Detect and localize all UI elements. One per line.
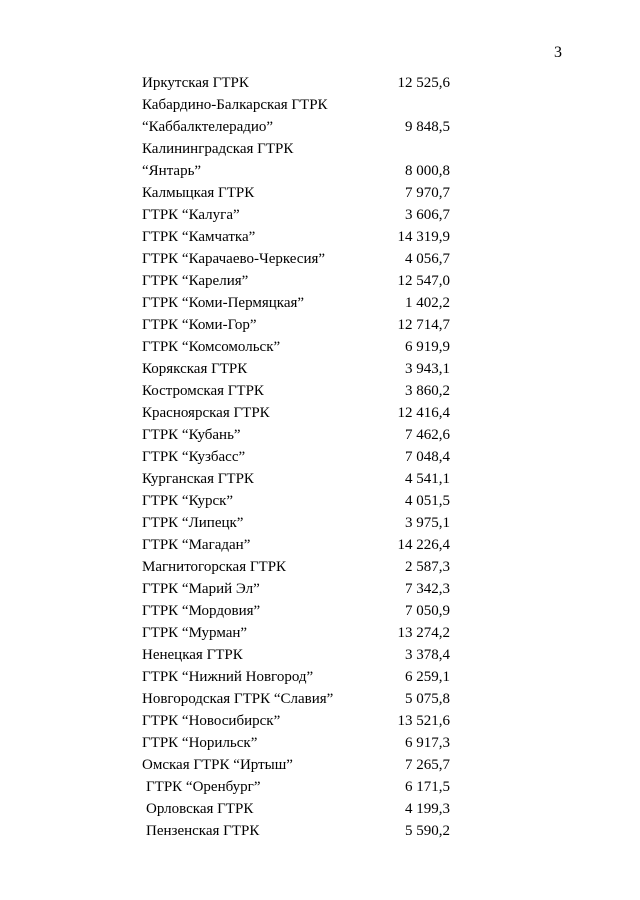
row-value: 5 590,2 [405,823,450,839]
table-row [142,512,462,534]
table-row [142,380,462,402]
table-row [142,314,462,336]
row-value: 3 943,1 [405,361,450,377]
table-row [142,94,462,116]
table-row [142,72,462,94]
table-row [142,160,462,182]
row-name: ГТРК “Карачаево-Черкесия” [142,251,326,267]
table-row [142,292,462,314]
row-name: Пензенская ГТРК [146,823,260,839]
row-value: 7 265,7 [405,757,450,773]
row-value: 7 050,9 [405,603,450,619]
row-value: 2 587,3 [405,559,450,575]
row-value: 13 274,2 [397,625,450,641]
row-value: 3 378,4 [405,647,450,663]
row-name: ГТРК “Коми-Гор” [142,317,257,333]
row-value: 5 075,8 [405,691,450,707]
table-row [142,248,462,270]
row-name: ГТРК “Калуга” [142,207,240,223]
row-name: Ненецкая ГТРК [142,647,243,663]
table-row [142,710,462,732]
row-name: ГТРК “Камчатка” [142,229,256,245]
row-value: 14 226,4 [397,537,450,553]
row-value: 8 000,8 [405,163,450,179]
table-row [142,622,462,644]
table-row [142,820,462,842]
row-name: ГТРК “Марий Эл” [142,581,260,597]
row-value: 7 342,3 [405,581,450,597]
row-name: ГТРК “Мурман” [142,625,248,641]
table-row [142,336,462,358]
row-value: 14 319,9 [397,229,450,245]
row-name: ГТРК “Карелия” [142,273,249,289]
row-name: ГТРК “Магадан” [142,537,251,553]
row-name: “Янтарь” [142,163,202,179]
row-name: ГТРК “Липецк” [142,515,244,531]
table-row [142,116,462,138]
table-row [142,468,462,490]
row-value: 12 547,0 [397,273,450,289]
row-value: 6 917,3 [405,735,450,751]
row-name: ГТРК “Новосибирск” [142,713,281,729]
table-row [142,402,462,424]
row-name: ГТРК “Комсомольск” [142,339,281,355]
table-row [142,182,462,204]
row-value: 12 525,6 [397,75,450,91]
table-row [142,732,462,754]
row-value: 4 051,5 [405,493,450,509]
row-value: 12 714,7 [397,317,450,333]
row-value: 4 199,3 [405,801,450,817]
row-name: Корякская ГТРК [142,361,248,377]
table-row [142,424,462,446]
row-value: 7 048,4 [405,449,450,465]
table-row [142,600,462,622]
budget-table [142,72,462,842]
row-name: Калмыцкая ГТРК [142,185,255,201]
table-row [142,204,462,226]
row-name: “Каббалктелерадио” [142,119,274,135]
row-name: ГТРК “Нижний Новгород” [142,669,314,685]
row-name: Кабардино-Балкарская ГТРК [142,97,328,113]
table-row [142,776,462,798]
table-row [142,534,462,556]
table-row [142,798,462,820]
row-name: Курганская ГТРК [142,471,254,487]
table-row [142,688,462,710]
table-row [142,138,462,160]
row-name: ГТРК “Коми-Пермяцкая” [142,295,305,311]
table-row [142,270,462,292]
row-value: 6 259,1 [405,669,450,685]
row-name: Костромская ГТРК [142,383,264,399]
row-value: 7 970,7 [405,185,450,201]
page-number: 3 [554,44,562,61]
row-value: 3 860,2 [405,383,450,399]
row-name: Магнитогорская ГТРК [142,559,287,575]
row-name: ГТРК “Мордовия” [142,603,261,619]
table-row [142,226,462,248]
row-value: 6 919,9 [405,339,450,355]
row-name: ГТРК “Кузбасс” [142,449,246,465]
row-value: 3 606,7 [405,207,450,223]
table-row [142,578,462,600]
row-value: 1 402,2 [405,295,450,311]
row-name: ГТРК “Норильск” [142,735,258,751]
table-row [142,556,462,578]
row-name: ГТРК “Кубань” [142,427,241,443]
row-value: 4 541,1 [405,471,450,487]
row-value: 6 171,5 [405,779,450,795]
row-name: Омская ГТРК “Иртыш” [142,757,293,773]
table-row [142,666,462,688]
table-row [142,754,462,776]
row-value: 13 521,6 [397,713,450,729]
row-name: Орловская ГТРК [146,801,254,817]
row-value: 4 056,7 [405,251,450,267]
row-value: 9 848,5 [405,119,450,135]
row-name: Новгородская ГТРК “Славия” [142,691,334,707]
table-row [142,358,462,380]
row-name: Красноярская ГТРК [142,405,270,421]
row-name: ГТРК “Оренбург” [146,779,261,795]
row-value: 12 416,4 [397,405,450,421]
row-value: 7 462,6 [405,427,450,443]
table-row [142,644,462,666]
table-row [142,490,462,512]
table-row [142,446,462,468]
row-name: Иркутская ГТРК [142,75,249,91]
row-name: Калининградская ГТРК [142,141,294,157]
row-name: ГТРК “Курск” [142,493,234,509]
row-value: 3 975,1 [405,515,450,531]
